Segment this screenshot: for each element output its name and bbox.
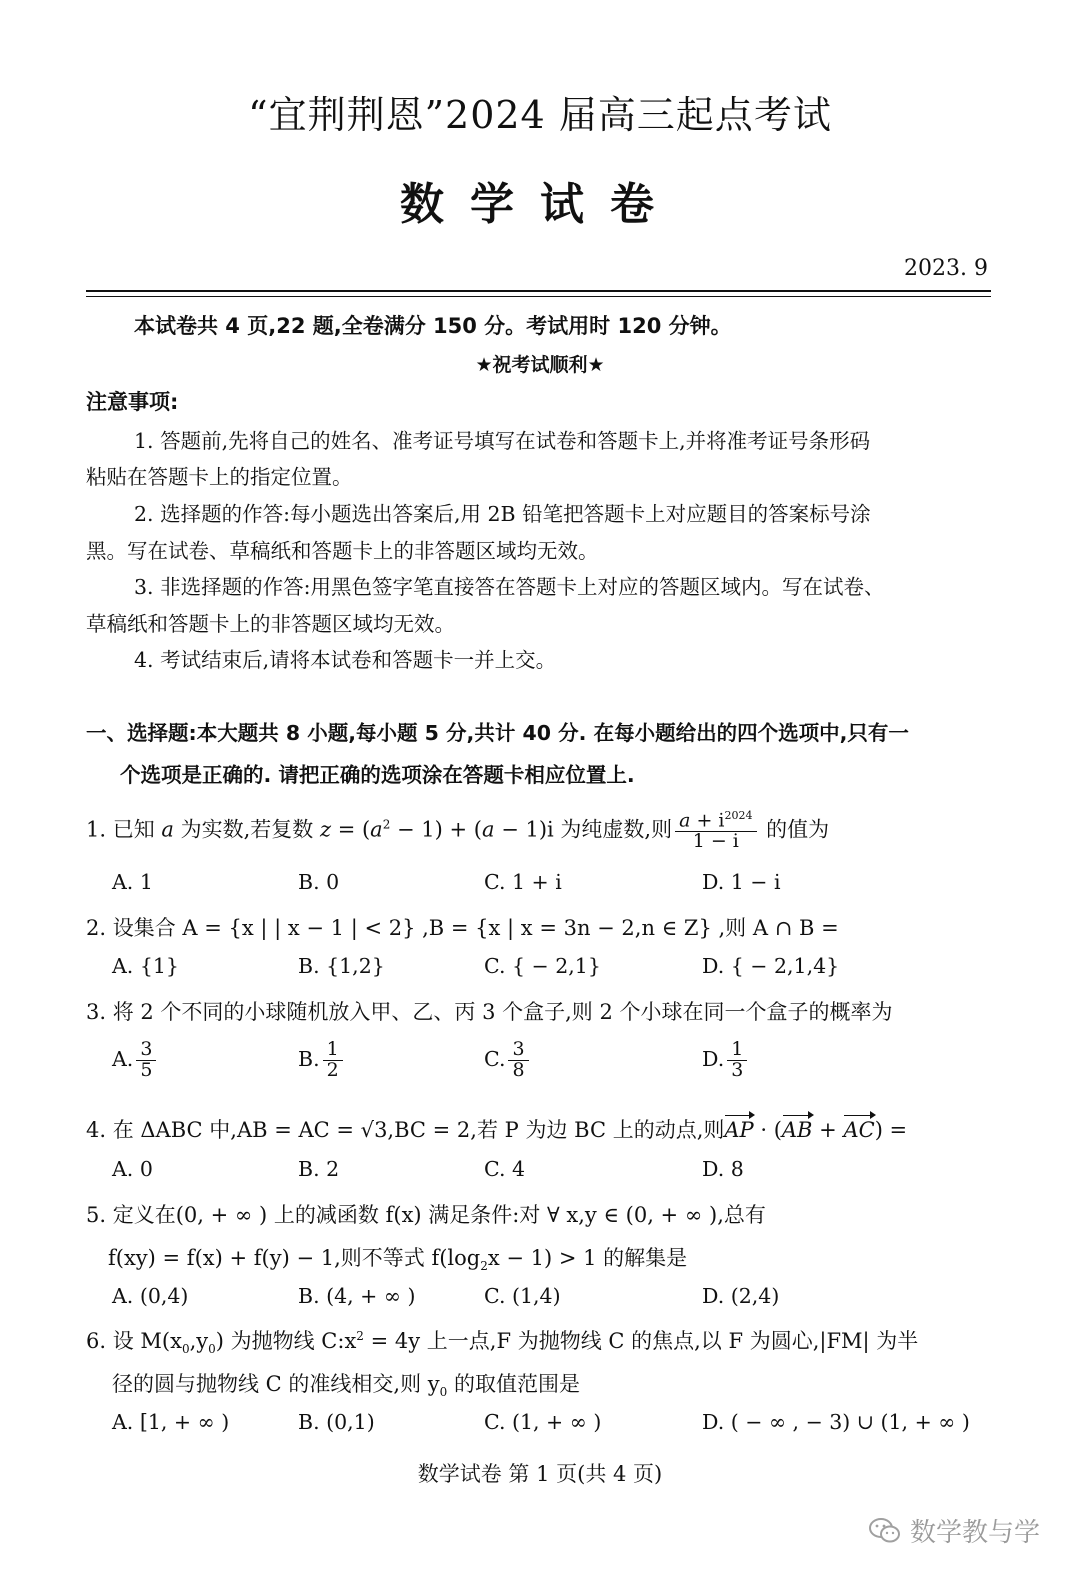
q4-option-b: B. 2 [298, 1157, 340, 1181]
q3-option-a: A. $\frac{3}{5}$ [112, 1040, 159, 1081]
q5-option-d: D. (2,4) [702, 1284, 780, 1308]
wechat-icon [868, 1516, 902, 1546]
section-heading: 一、选择题:本大题共 8 小题,每小题 5 分,共计 40 分. 在每小题给出的四个选项中,只有一 [86, 721, 909, 745]
question-2-stem: 2. 设集合 A = {x | | x − 1 | < 2} ,B = {x | x = 3n − 2,n ∈ Z} ,则 A ∩ B = [86, 916, 839, 940]
q2-option-c: C. { − 2,1} [484, 954, 601, 978]
exam-title: “宜荆荆恩”2024 届高三起点考试 [248, 93, 832, 137]
header-rule-thick [86, 290, 991, 292]
question-1-stem: 1. 已知 a 为实数,若复数 $z = (a^2 - 1) + (a - 1)i$ 为纯虚数,则 $\frac{a + i^{2024}}{1 - i}$ 的值为 [86, 809, 830, 853]
q5-option-a: A. (0,4) [112, 1284, 189, 1308]
exam-date: 2023. 9 [904, 256, 988, 281]
exam-summary: 本试卷共 4 页,22 题,全卷满分 150 分。考试用时 120 分钟。 [134, 314, 732, 338]
notice-line: 1. 答题前,先将自己的姓名、准考证号填写在试卷和答题卡上,并将准考证号条形码 [134, 429, 871, 453]
page-footer: 数学试卷 第 1 页(共 4 页) [417, 1462, 663, 1486]
q1-fraction: $\frac{a + i^{2024}}{1 - i}$ [675, 810, 756, 852]
notice-line: 4. 考试结束后,请将本试卷和答题卡一并上交。 [134, 648, 557, 672]
q4-option-c: C. 4 [484, 1157, 526, 1181]
section-heading-cont: 个选项是正确的. 请把正确的选项涂在答题卡相应位置上. [120, 763, 635, 787]
q4-option-a: A. 0 [112, 1157, 153, 1181]
q3-option-b: B. $\frac{1}{2}$ [298, 1040, 346, 1081]
watermark-text: 数学教与学 [909, 1518, 1040, 1548]
notice-heading: 注意事项: [86, 390, 179, 414]
q6-option-b: B. (0,1) [298, 1410, 375, 1434]
q5-option-b: B. (4, + ∞ ) [298, 1284, 416, 1308]
question-6-stem-cont: 径的圆与抛物线 C 的准线相交,则 $y_0$ 的取值范围是 [112, 1372, 580, 1400]
q2-option-b: B. {1,2} [298, 954, 385, 978]
notice-line: 粘贴在答题卡上的指定位置。 [86, 465, 353, 489]
notice-line: 草稿纸和答题卡上的非答题区域均无效。 [86, 612, 455, 636]
q3-option-c: C. $\frac{3}{8}$ [484, 1040, 532, 1081]
q3-option-d: D. $\frac{1}{3}$ [702, 1040, 750, 1081]
q6-option-a: A. [1, + ∞ ) [112, 1410, 230, 1434]
q1-option-a: A. 1 [112, 870, 153, 894]
q1-option-c: C. 1 + i [484, 870, 562, 894]
q5-option-c: C. (1,4) [484, 1284, 561, 1308]
q2-option-d: D. { − 2,1,4} [702, 954, 840, 978]
q6-option-d: D. ( − ∞ , − 3) ∪ (1, + ∞ ) [702, 1410, 970, 1434]
question-5-stem: 5. 定义在(0, + ∞ ) 上的减函数 f(x) 满足条件:对 ∀ x,y ∈ (0, + ∞ ),总有 [86, 1203, 766, 1227]
question-4-stem: 4. 在 ΔABC 中,AB = AC = √3,BC = 2,若 P 为边 BC 上的动点,则AP · (AB + AC) = [86, 1118, 908, 1142]
question-3-stem: 3. 将 2 个不同的小球随机放入甲、乙、丙 3 个盒子,则 2 个小球在同一个盒子的概率为 [86, 1000, 893, 1024]
q1-option-b: B. 0 [298, 870, 340, 894]
question-6-stem: 6. 设 $M(x_0,y_0)$ 为抛物线 $C:x^2 = 4y$ 上一点,F 为抛物线 C 的焦点,以 F 为圆心,|FM| 为半 [86, 1329, 919, 1357]
subject-title: 数学试卷 [400, 179, 680, 230]
notice-line: 3. 非选择题的作答:用黑色签字笔直接答在答题卡上对应的答题区域内。写在试卷、 [134, 575, 885, 599]
q1-option-d: D. 1 − i [702, 870, 781, 894]
good-luck-line: ★祝考试顺利★ [475, 354, 605, 376]
notice-line: 2. 选择题的作答:每小题选出答案后,用 2B 铅笔把答题卡上对应题目的答案标号涂 [134, 502, 871, 526]
header-rule-thin [86, 296, 991, 297]
notice-line: 黑。写在试卷、草稿纸和答题卡上的非答题区域均无效。 [86, 539, 599, 563]
watermark [868, 1512, 1040, 1549]
q4-option-d: D. 8 [702, 1157, 744, 1181]
q6-option-c: C. (1, + ∞ ) [484, 1410, 602, 1434]
q2-option-a: A. {1} [112, 954, 179, 978]
question-5-stem-cont: f(xy) = f(x) + f(y) − 1,则不等式 $f(\log_2x - 1) > 1$ 的解集是 [108, 1246, 688, 1274]
